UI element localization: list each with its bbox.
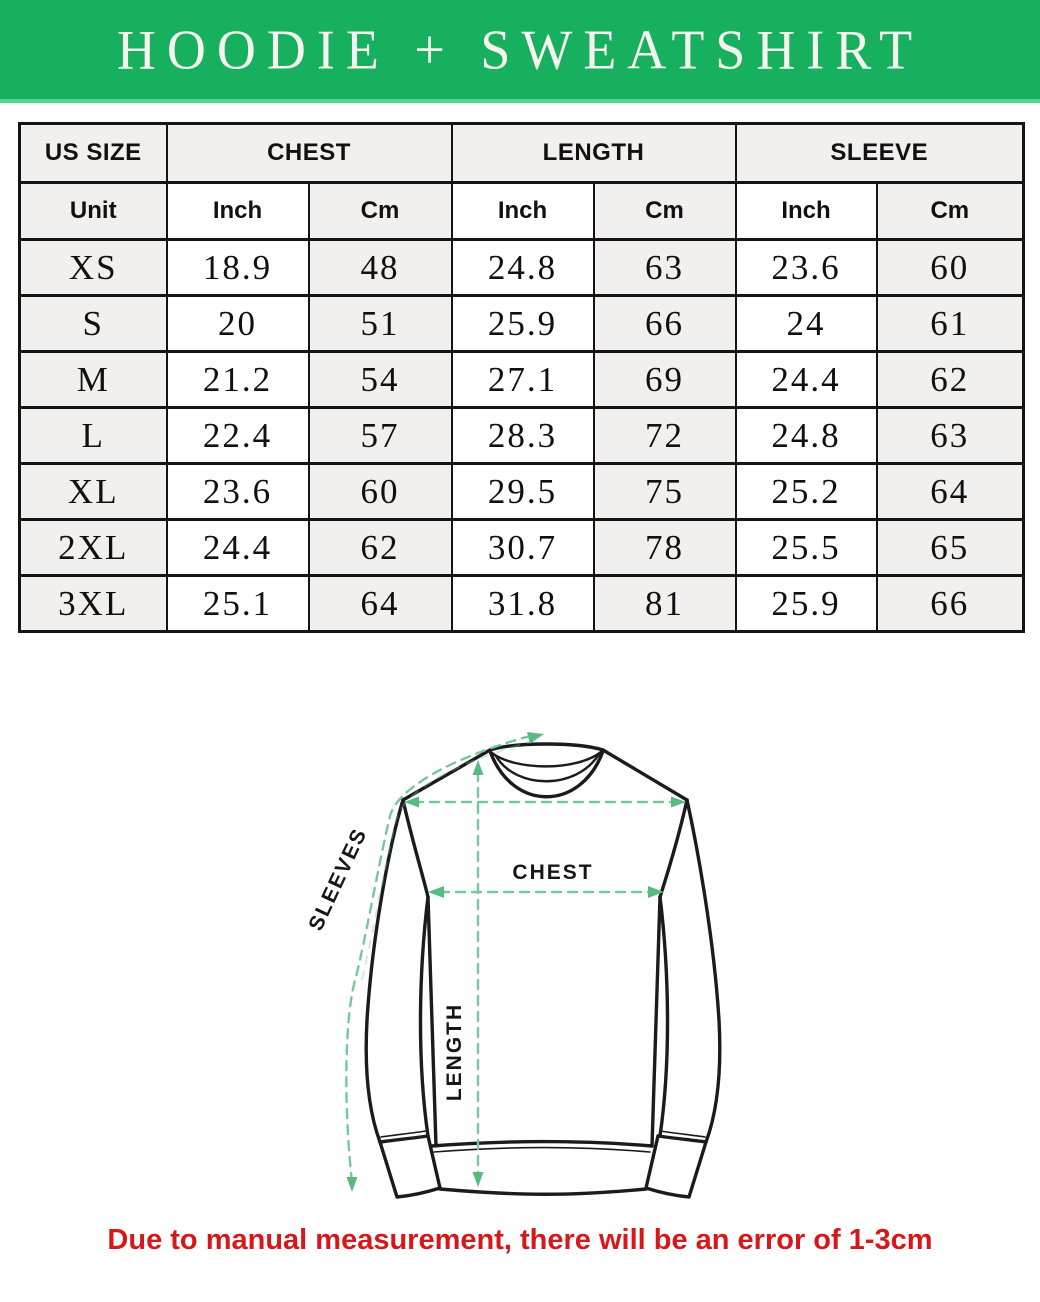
chest-label: CHEST [512, 861, 594, 884]
measure-cell: 24.4 [736, 352, 877, 408]
measure-cell: 64 [877, 464, 1024, 520]
size-cell: XS [20, 240, 167, 296]
measure-cell: 66 [877, 576, 1024, 632]
unit-header-row [20, 183, 1024, 240]
measure-cell: 78 [594, 520, 736, 576]
measure-cell: 20 [167, 296, 309, 352]
unit-chest-cm: Cm [309, 183, 452, 240]
table-row-l [20, 408, 1024, 464]
measure-cell: 57 [309, 408, 452, 464]
measure-cell: 62 [309, 520, 452, 576]
measure-cell: 65 [877, 520, 1024, 576]
measure-cell: 62 [877, 352, 1024, 408]
measure-cell: 63 [594, 240, 736, 296]
col-header-sleeve: SLEEVE [736, 124, 1024, 183]
col-header-chest: CHEST [167, 124, 452, 183]
measure-cell: 81 [594, 576, 736, 632]
measure-cell: 60 [877, 240, 1024, 296]
length-label: LENGTH [443, 1002, 466, 1102]
measure-cell: 31.8 [452, 576, 594, 632]
measure-cell: 21.2 [167, 352, 309, 408]
length-measure-arrow [443, 760, 484, 1187]
table-row-3xl [20, 576, 1024, 632]
measure-cell: 18.9 [167, 240, 309, 296]
unit-length-inch: Inch [452, 183, 594, 240]
unit-chest-inch: Inch [167, 183, 309, 240]
sweatshirt-diagram [300, 690, 780, 1220]
col-header-length: LENGTH [452, 124, 736, 183]
measure-cell: 25.9 [452, 296, 594, 352]
measure-cell: 24.4 [167, 520, 309, 576]
measure-cell: 63 [877, 408, 1024, 464]
size-cell: 2XL [20, 520, 167, 576]
measure-cell: 48 [309, 240, 452, 296]
size-cell: S [20, 296, 167, 352]
page-title: HOODIE + SWEATSHIRT [116, 18, 924, 81]
size-cell: 3XL [20, 576, 167, 632]
table-row-2xl [20, 520, 1024, 576]
measure-cell: 64 [309, 576, 452, 632]
table-row-xl [20, 464, 1024, 520]
sweatshirt-outline-icon [366, 744, 720, 1197]
measure-cell: 61 [877, 296, 1024, 352]
unit-length-cm: Cm [594, 183, 736, 240]
measure-cell: 25.9 [736, 576, 877, 632]
measure-cell: 25.2 [736, 464, 877, 520]
measure-cell: 25.1 [167, 576, 309, 632]
size-cell: M [20, 352, 167, 408]
size-cell: L [20, 408, 167, 464]
measure-cell: 54 [309, 352, 452, 408]
table-row-xs [20, 240, 1024, 296]
measure-cell: 69 [594, 352, 736, 408]
measure-cell: 72 [594, 408, 736, 464]
measure-cell: 29.5 [452, 464, 594, 520]
table-row-s [20, 296, 1024, 352]
measure-cell: 60 [309, 464, 452, 520]
measure-cell: 22.4 [167, 408, 309, 464]
measure-cell: 51 [309, 296, 452, 352]
measure-cell: 75 [594, 464, 736, 520]
measure-cell: 23.6 [167, 464, 309, 520]
measure-cell: 23.6 [736, 240, 877, 296]
table-row-m [20, 352, 1024, 408]
measure-cell: 28.3 [452, 408, 594, 464]
measure-cell: 66 [594, 296, 736, 352]
group-header-row [20, 124, 1024, 183]
chest-measure-arrow [428, 861, 664, 898]
unit-sleeve-cm: Cm [877, 183, 1024, 240]
measure-cell: 24.8 [452, 240, 594, 296]
measure-cell: 30.7 [452, 520, 594, 576]
size-cell: XL [20, 464, 167, 520]
col-header-us-size: US SIZE [20, 124, 167, 183]
measurement-disclaimer: Due to manual measurement, there will be an error of 1-3cm [107, 1224, 933, 1256]
size-table [18, 122, 1025, 633]
unit-sleeve-inch: Inch [736, 183, 877, 240]
unit-label: Unit [20, 183, 167, 240]
title-banner [0, 0, 1040, 103]
measure-cell: 24.8 [736, 408, 877, 464]
measure-cell: 24 [736, 296, 877, 352]
sleeves-label: SLEEVES [304, 824, 372, 935]
measure-cell: 25.5 [736, 520, 877, 576]
measure-cell: 27.1 [452, 352, 594, 408]
